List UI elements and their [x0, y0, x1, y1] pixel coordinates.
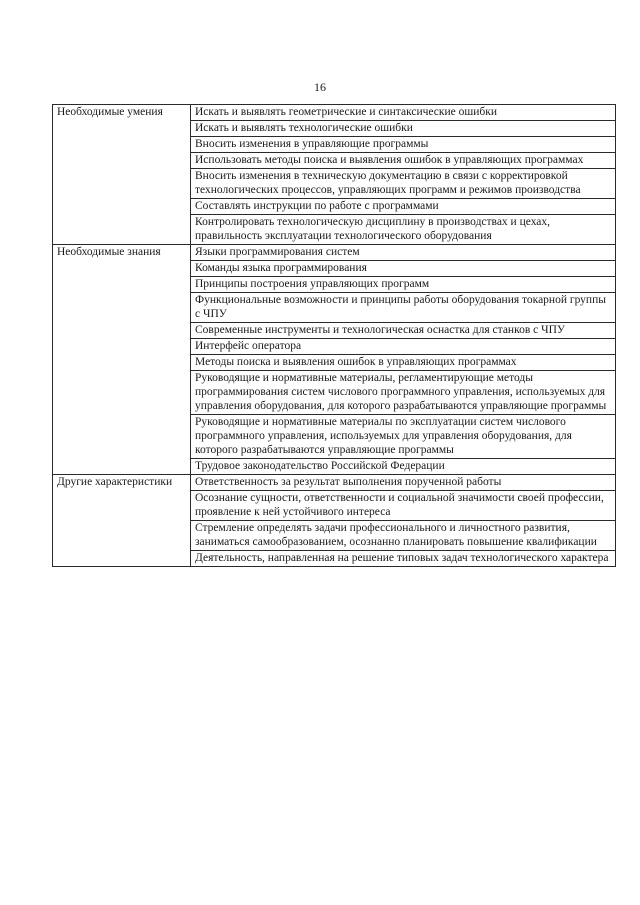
requirement-cell: Принципы построения управляющих программ	[191, 277, 616, 293]
requirement-cell: Интерфейс оператора	[191, 339, 616, 355]
table-row	[53, 245, 616, 261]
table-row	[53, 475, 616, 491]
category-cell: Другие характеристики	[53, 475, 191, 567]
requirement-cell: Руководящие и нормативные материалы по эксплуатации систем числового программного управления, используемых для управления оборудования, для которого разрабатываются управляющие программы	[191, 415, 616, 459]
requirement-cell: Использовать методы поиска и выявления ошибок в управляющих программах	[191, 153, 616, 169]
requirement-cell: Вносить изменения в техническую документацию в связи с корректировкой технологических процессов, управляющих программ и режимов производства	[191, 169, 616, 199]
requirement-cell: Деятельность, направленная на решение типовых задач технологического характера	[191, 551, 616, 567]
requirement-cell: Функциональные возможности и принципы работы оборудования токарной группы с ЧПУ	[191, 293, 616, 323]
requirement-cell: Ответственность за результат выполнения порученной работы	[191, 475, 616, 491]
requirement-cell: Осознание сущности, ответственности и социальной значимости своей профессии, проявление к ней устойчивого интереса	[191, 491, 616, 521]
requirements-table	[52, 104, 616, 567]
requirement-cell: Команды языка программирования	[191, 261, 616, 277]
requirement-cell: Руководящие и нормативные материалы, регламентирующие методы программирования систем числового программного управления, используемых для управления оборудования, для которого разрабатываются управляющие программы	[191, 371, 616, 415]
category-cell: Необходимые умения	[53, 105, 191, 245]
category-cell: Необходимые знания	[53, 245, 191, 475]
requirement-cell: Современные инструменты и технологическая оснастка для станков с ЧПУ	[191, 323, 616, 339]
requirement-cell: Стремление определять задачи профессионального и личностного развития, заниматься самообразованием, осознанно планировать повышение квалификации	[191, 521, 616, 551]
requirements-table-body	[53, 105, 616, 567]
requirement-cell: Контролировать технологическую дисциплину в производствах и цехах, правильность эксплуатации технологического оборудования	[191, 215, 616, 245]
requirement-cell: Языки программирования систем	[191, 245, 616, 261]
requirement-cell: Трудовое законодательство Российской Федерации	[191, 459, 616, 475]
requirement-cell: Искать и выявлять технологические ошибки	[191, 121, 616, 137]
table-row	[53, 105, 616, 121]
requirement-cell: Искать и выявлять геометрические и синтаксические ошибки	[191, 105, 616, 121]
requirement-cell: Вносить изменения в управляющие программы	[191, 137, 616, 153]
requirement-cell: Составлять инструкции по работе с программами	[191, 199, 616, 215]
page-number: 16	[314, 80, 326, 94]
requirement-cell: Методы поиска и выявления ошибок в управляющих программах	[191, 355, 616, 371]
